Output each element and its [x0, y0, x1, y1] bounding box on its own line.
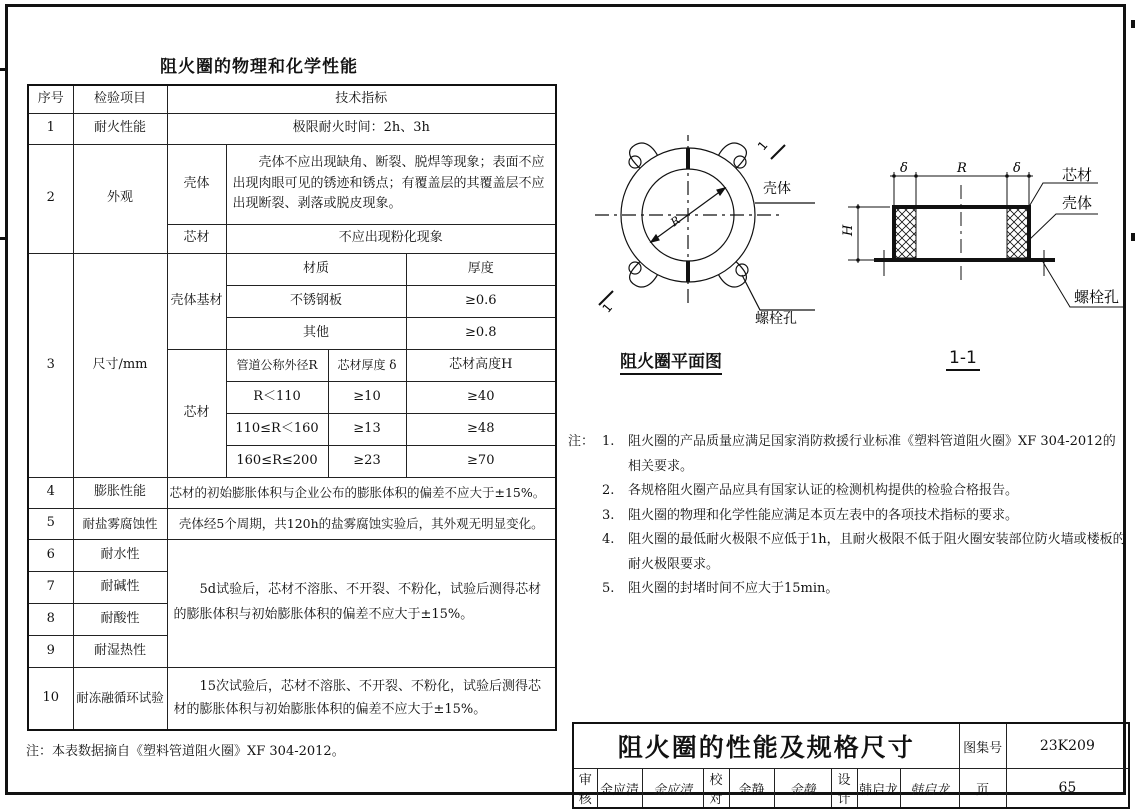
cell-thickness: ≥23	[328, 445, 406, 477]
cell-material: 其他	[226, 317, 406, 349]
header-item: 检验项目	[73, 85, 167, 113]
row-no: 1	[28, 113, 73, 144]
note-item	[568, 479, 1128, 504]
check-label: 校对	[703, 769, 729, 809]
atlas-label: 图集号	[959, 723, 1006, 769]
row-item: 耐碱性	[73, 571, 167, 603]
row-spec: 5d试验后，芯材不溶胀、不开裂、不粉化，试验后测得芯材的膨胀体积与初始膨胀体积的偏差不应大于±15%。	[167, 539, 556, 667]
table-source-note: 注：本表数据摘自《塑料管道阻火圈》XF 304-2012。	[26, 744, 345, 759]
sub-header-core-height: 芯材高度H	[406, 349, 556, 381]
table-title: 阻火圈的物理和化学性能	[160, 57, 358, 77]
plan-view-diagram	[585, 135, 830, 335]
row-item: 耐酸性	[73, 603, 167, 635]
sub-header-diameter: 管道公称外径R	[226, 349, 328, 381]
row-no: 9	[28, 635, 73, 667]
note-item	[568, 577, 1128, 602]
plan-view-title: 阻火圈平面图	[620, 347, 722, 375]
cell-thickness: ≥10	[328, 381, 406, 413]
title-block	[572, 722, 1130, 809]
note-text: 各规格阻火圈产品应具有国家认证的检测机构提供的检验合格报告。	[628, 483, 1019, 498]
note-item	[568, 430, 1128, 479]
designer-name: 韩启龙	[857, 769, 900, 809]
row-spec: 不应出现粉化现象	[226, 224, 556, 253]
properties-table	[27, 84, 557, 731]
note-number: 4.	[602, 532, 615, 547]
design-label: 设计	[831, 769, 857, 809]
row-spec: 壳体不应出现缺角、断裂、脱焊等现象；表面不应出现肉眼可见的锈迹和锈点；有覆盖层的其覆盖层不应出现断裂、剥落或脱皮现象。	[226, 144, 556, 224]
table-row	[28, 667, 556, 730]
label-bolt-hole: 螺栓孔	[1074, 288, 1120, 306]
frame-tick-mark	[0, 237, 5, 240]
row-item: 耐水性	[73, 539, 167, 571]
cell-diameter: 110≤R＜160	[226, 413, 328, 445]
reviewer-name: 余应清	[597, 769, 642, 809]
cell-height: ≥70	[406, 445, 556, 477]
row-item: 耐湿热性	[73, 635, 167, 667]
dim-delta-left: δ	[900, 161, 908, 176]
reviewer-signature: 余应清	[642, 769, 703, 809]
dim-height: H	[841, 224, 856, 236]
section-mark-bottom: 1	[599, 300, 616, 316]
row-spec: 15次试验后，芯材不溶胀、不开裂、不粉化，试验后测得芯材的膨胀体积与初始膨胀体积的偏差不应大于±15%。	[167, 667, 556, 730]
cell-diameter: 160≤R≤200	[226, 445, 328, 477]
sub-header-core-thickness: 芯材厚度 δ	[328, 349, 406, 381]
section-view-title: 1-1	[946, 348, 980, 371]
section-view-diagram	[830, 150, 1125, 330]
dim-radius: R	[957, 161, 967, 176]
row-item: 耐盐雾腐蚀性	[73, 508, 167, 539]
checker-signature: 余静	[774, 769, 831, 809]
row-item: 外观	[73, 144, 167, 253]
label-bolt-hole: 螺栓孔	[755, 311, 797, 327]
table-row	[28, 477, 556, 508]
header-spec: 技术指标	[167, 85, 556, 113]
label-shell: 壳体	[1062, 194, 1093, 212]
table-row	[28, 113, 556, 144]
notes-block	[568, 430, 1128, 602]
table-row	[28, 253, 556, 285]
table-row	[28, 144, 556, 224]
cell-thickness: ≥13	[328, 413, 406, 445]
row-no: 5	[28, 508, 73, 539]
note-text: 阻火圈的最低耐火极限不应低于1h，且耐火极限不低于阻火圈安装部位防火墙或楼板的耐火极限要求。	[628, 532, 1126, 572]
sub-label-shell-base: 壳体基材	[167, 253, 226, 349]
frame-tick-mark	[0, 68, 5, 71]
core-material-left	[894, 207, 916, 258]
table-header-row	[28, 85, 556, 113]
note-item	[568, 528, 1128, 577]
row-no: 10	[28, 667, 73, 730]
page-label: 页	[959, 769, 1006, 809]
row-spec: 芯材的初始膨胀体积与企业公布的膨胀体积的偏差不应大于±15%。	[167, 477, 556, 508]
note-text: 阻火圈的物理和化学性能应满足本页左表中的各项技术指标的要求。	[628, 507, 1019, 523]
drawing-title: 阻火圈的性能及规格尺寸	[573, 723, 959, 769]
label-radius: R	[668, 213, 683, 230]
cell-height: ≥40	[406, 381, 556, 413]
table-row	[28, 539, 556, 571]
cell-height: ≥48	[406, 413, 556, 445]
row-item: 耐冻融循环试验	[73, 667, 167, 730]
note-number: 5.	[602, 581, 615, 596]
sub-label-shell: 壳体	[167, 144, 226, 224]
note-item	[568, 504, 1128, 529]
sub-label-core: 芯材	[167, 224, 226, 253]
row-spec: 壳体经5个周期，共120h的盐雾腐蚀实验后，其外观无明显变化。	[167, 508, 556, 539]
row-no: 7	[28, 571, 73, 603]
designer-signature: 韩启龙	[900, 769, 959, 809]
core-material-right	[1007, 207, 1029, 258]
cell-thickness: ≥0.6	[406, 285, 556, 317]
dim-delta-right: δ	[1013, 161, 1021, 176]
frame-tick-mark	[1131, 233, 1135, 241]
page-number: 65	[1006, 769, 1129, 809]
review-label: 审核	[573, 769, 597, 809]
cell-diameter: R＜110	[226, 381, 328, 413]
note-text: 阻火圈的产品质量应满足国家消防救援行业标准《塑料管道阻火圈》XF 304-2012的相关要求。	[628, 434, 1116, 474]
sub-header-thickness: 厚度	[406, 253, 556, 285]
checker-name: 余静	[729, 769, 774, 809]
row-no: 4	[28, 477, 73, 508]
note-number: 2.	[602, 483, 615, 498]
section-mark-top: 1	[754, 138, 771, 154]
sub-label-core: 芯材	[167, 349, 226, 477]
frame-tick-mark	[1131, 20, 1135, 28]
row-spec: 极限耐火时间：2h、3h	[167, 113, 556, 144]
cell-thickness: ≥0.8	[406, 317, 556, 349]
row-no: 6	[28, 539, 73, 571]
note-number: 1.	[602, 434, 615, 449]
label-core: 芯材	[1062, 166, 1093, 184]
row-item: 尺寸/mm	[73, 253, 167, 477]
row-item: 耐火性能	[73, 113, 167, 144]
row-no: 2	[28, 144, 73, 253]
note-number: 3.	[602, 507, 615, 523]
table-row	[28, 508, 556, 539]
cell-material: 不锈钢板	[226, 285, 406, 317]
label-shell: 壳体	[763, 181, 791, 197]
sub-header-material: 材质	[226, 253, 406, 285]
atlas-number: 23K209	[1006, 723, 1129, 769]
note-text: 阻火圈的封堵时间不应大于15min。	[628, 581, 839, 596]
row-no: 8	[28, 603, 73, 635]
header-no: 序号	[28, 85, 73, 113]
row-no: 3	[28, 253, 73, 477]
notes-prefix: 注：	[568, 434, 595, 449]
row-item: 膨胀性能	[73, 477, 167, 508]
